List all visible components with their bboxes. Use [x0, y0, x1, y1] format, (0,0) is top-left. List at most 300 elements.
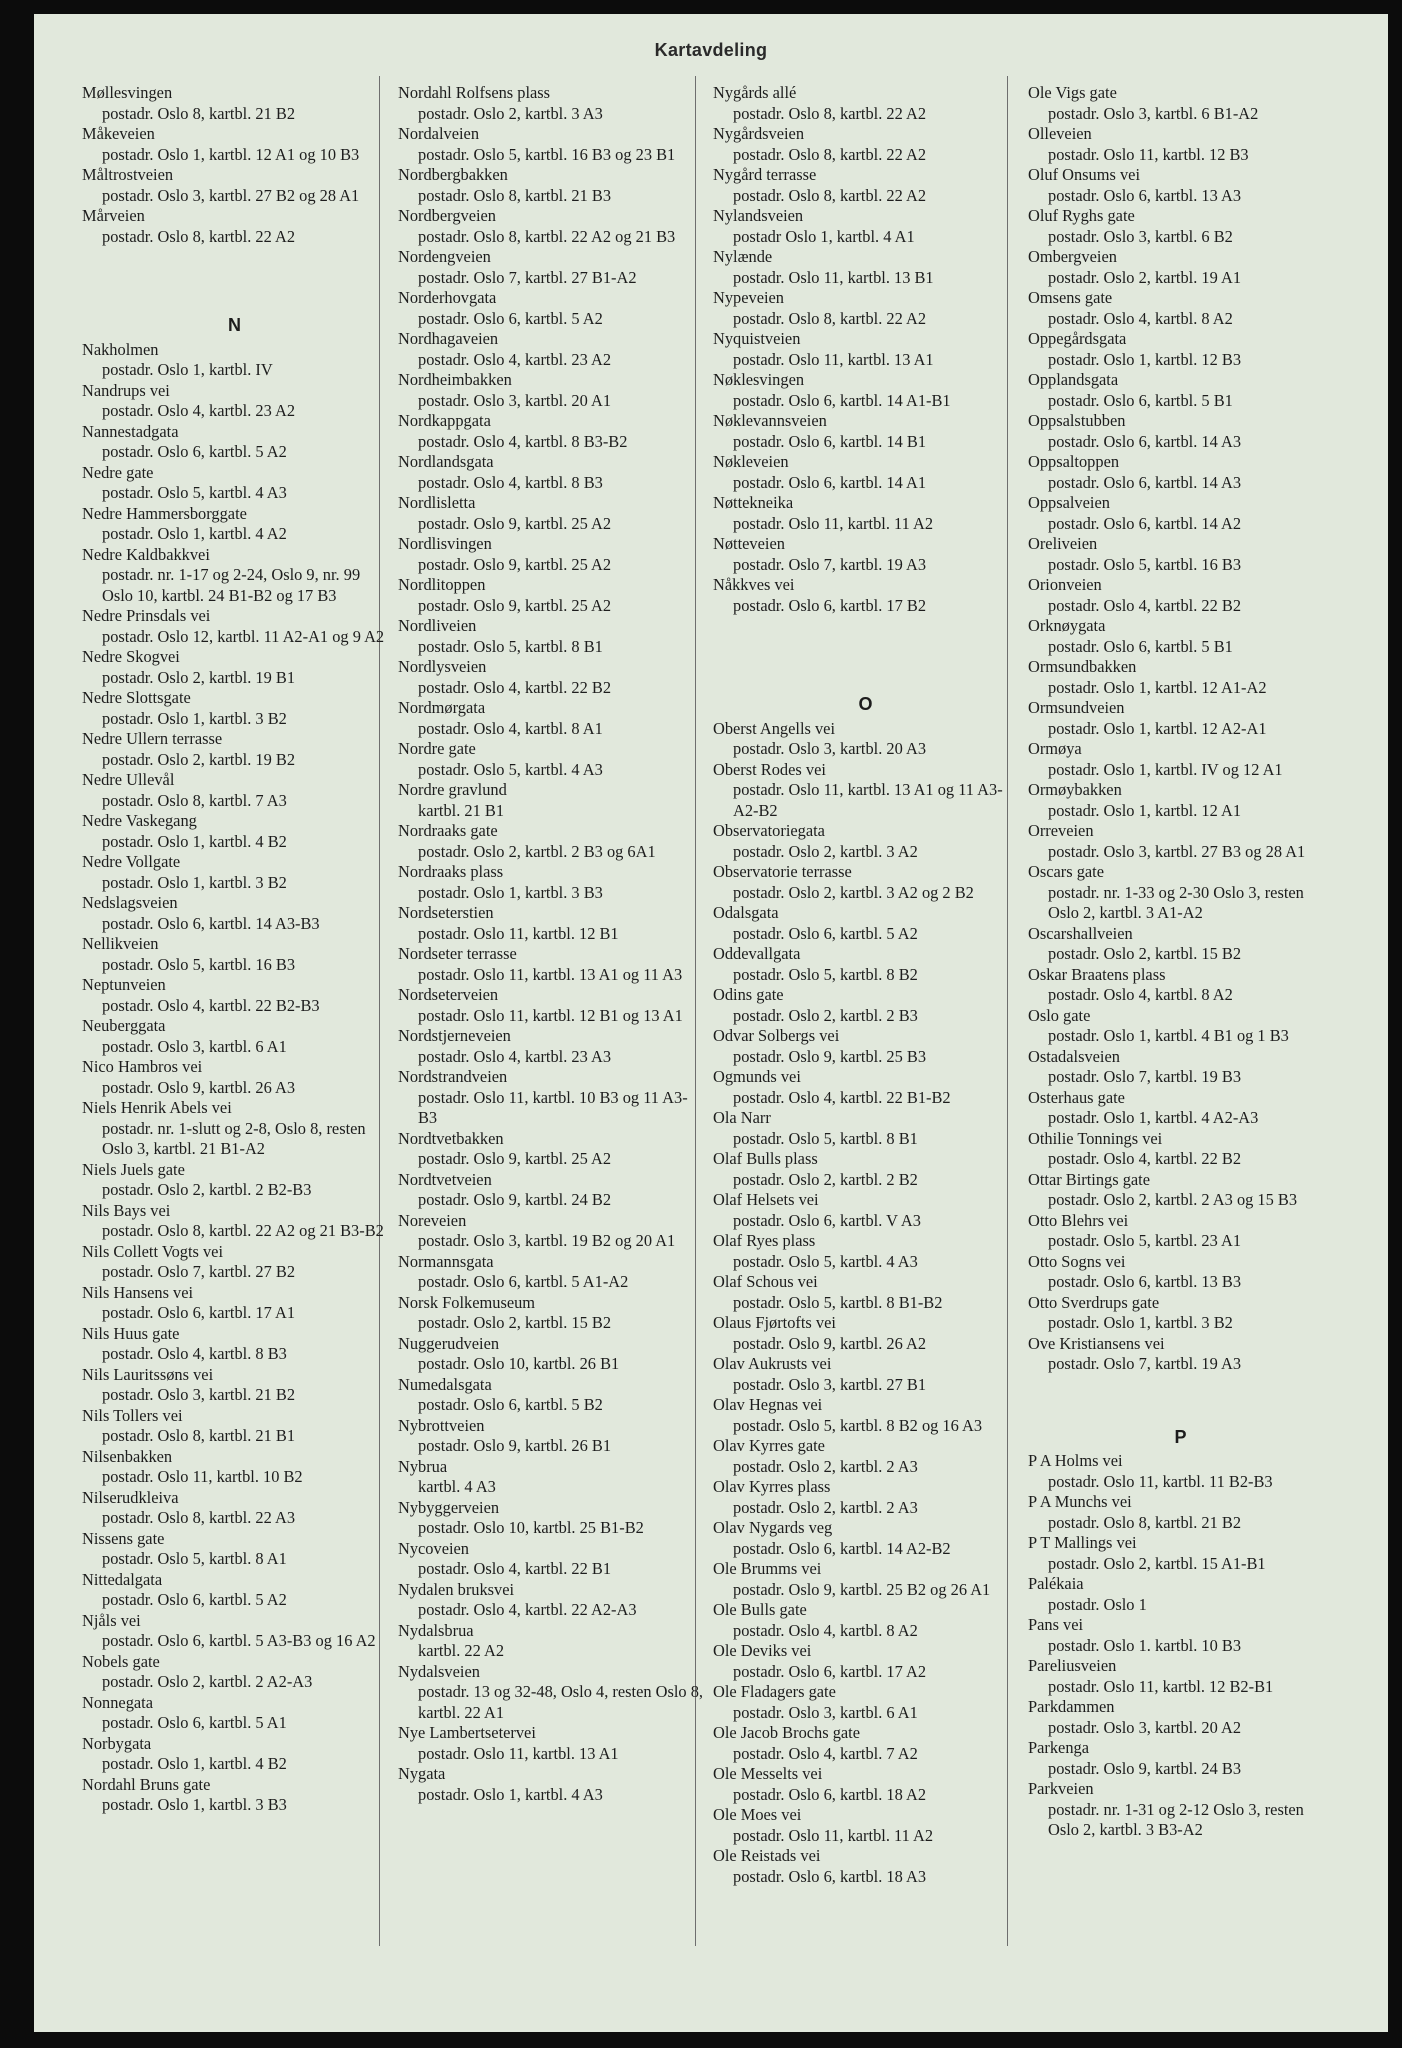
- section-letter: N: [228, 315, 241, 335]
- street-detail: postadr. Oslo 4, kartbl. 8 A1: [418, 718, 603, 738]
- street-name: Olav Hegnas vei: [713, 1395, 823, 1414]
- street-entry: [398, 1580, 703, 1621]
- street-name: Nybrottveien: [398, 1415, 485, 1435]
- street-detail: postadr. Oslo 8, kartbl. 7 A3: [102, 790, 287, 810]
- street-name: Nåkkves vei: [713, 575, 795, 594]
- street-entry: [82, 1057, 387, 1098]
- street-detail: postadr. Oslo 6, kartbl. 14 A2: [1048, 513, 1242, 533]
- street-entry: [398, 1129, 703, 1170]
- street-entry: [82, 1488, 387, 1529]
- street-entry: [713, 370, 1018, 411]
- street-name: Nordseterveien: [398, 985, 499, 1004]
- street-name: Nyquistveien: [713, 329, 801, 348]
- street-entry: [1028, 1615, 1333, 1656]
- street-name: Nordengveien: [398, 247, 491, 266]
- street-name: Nordseter terrasse: [398, 944, 517, 963]
- street-name: Mårveien: [82, 206, 145, 225]
- street-entry: [82, 811, 387, 852]
- street-name: Parkenga: [1028, 1738, 1089, 1757]
- street-name: Othilie Tonnings vei: [1028, 1128, 1163, 1148]
- street-name: Nonnegata: [82, 1692, 153, 1712]
- street-name: Nils Hansens vei: [82, 1282, 194, 1302]
- street-name: Pans vei: [1028, 1615, 1084, 1634]
- street-entry: [398, 1764, 703, 1805]
- street-entry: [713, 247, 1018, 288]
- street-detail: postadr. Oslo 2, kartbl. 2 B3: [733, 1005, 918, 1025]
- street-name: Nils Collett Vogts vei: [82, 1241, 224, 1261]
- street-detail: postadr. Oslo 4, kartbl. 22 B2: [418, 677, 612, 697]
- street-entry: [398, 452, 703, 493]
- street-detail: postadr. Oslo 1, kartbl. 3 B2: [102, 708, 287, 728]
- street-detail: postadr. Oslo 8, kartbl. 21 B2: [1048, 1512, 1242, 1532]
- street-detail: postadr. Oslo 2, kartbl. 15 A1-B1: [1048, 1553, 1266, 1573]
- street-entry: [82, 688, 387, 729]
- street-detail: postadr. Oslo 4, kartbl. 22 B1: [418, 1559, 612, 1578]
- street-name: Olleveien: [1028, 124, 1092, 143]
- street-detail: postadr. Oslo 4, kartbl. 22 A2-A3: [418, 1600, 637, 1619]
- street-detail: postadr. Oslo 4, kartbl. 23 A3: [418, 1046, 612, 1066]
- street-name: Olaf Schous vei: [713, 1272, 818, 1291]
- street-entry: [1028, 657, 1333, 698]
- street-entry: [82, 381, 387, 422]
- street-detail: postadr. Oslo 7, kartbl. 19 A3: [1048, 1354, 1242, 1373]
- street-detail: postadr. Oslo 6, kartbl. 17 A2: [733, 1661, 927, 1681]
- street-detail: postadr. Oslo 1, kartbl. 4 B2: [102, 1754, 287, 1773]
- street-detail: postadr. Oslo 6, kartbl. 5 A1-A2: [418, 1272, 629, 1291]
- street-name: Nordstjerneveien: [398, 1026, 511, 1045]
- street-name: Ole Vigs gate: [1028, 83, 1117, 102]
- street-detail: postadr. Oslo 8, kartbl. 22 A2: [733, 103, 927, 123]
- street-detail: postadr. Oslo 5, kartbl. 8 A1: [102, 1549, 287, 1568]
- street-entry: [398, 862, 703, 903]
- street-entry: [82, 1570, 387, 1611]
- street-entry: [1028, 452, 1333, 493]
- street-entry: [1028, 329, 1333, 370]
- street-detail: postadr. Oslo 2, kartbl. 2 B2: [733, 1169, 918, 1189]
- street-name: Nøklevannsveien: [713, 411, 827, 430]
- street-name: Nico Hambros vei: [82, 1057, 203, 1076]
- street-detail: postadr. Oslo 6, kartbl. 5 A1: [102, 1713, 287, 1732]
- street-name: Palékaia: [1028, 1574, 1084, 1593]
- street-entry: [398, 1539, 703, 1580]
- street-detail: postadr. Oslo 1, kartbl. 4 B2: [102, 831, 287, 851]
- street-entry: [82, 1652, 387, 1693]
- street-entry: [82, 545, 387, 607]
- street-detail: postadr. Oslo 9, kartbl. 25 A2: [418, 1149, 612, 1168]
- street-detail: postadr. Oslo 4, kartbl. 8 A2: [1048, 985, 1233, 1004]
- street-entry: [1028, 1779, 1333, 1841]
- street-detail: postadr. Oslo 1, kartbl. 4 B1 og 1 B3: [1048, 1026, 1289, 1045]
- street-name: Normannsgata: [398, 1251, 494, 1271]
- street-name: Nøkleveien: [713, 452, 789, 471]
- street-entry: [398, 1723, 703, 1764]
- street-detail: postadr. Oslo 11, kartbl. 12 B3: [1048, 144, 1249, 164]
- street-entry: [713, 1436, 1018, 1477]
- street-name: Ole Messelts vei: [713, 1764, 823, 1783]
- street-entry: [713, 1272, 1018, 1313]
- street-name: Nordalveien: [398, 124, 480, 143]
- street-detail: postadr. Oslo 6, kartbl. 17 A1: [102, 1303, 296, 1322]
- street-entry: [1028, 1129, 1333, 1170]
- street-name: Nittedalgata: [82, 1569, 163, 1589]
- street-entry: [713, 985, 1018, 1026]
- street-name: Nakholmen: [82, 339, 159, 359]
- street-name: Nils Tollers vei: [82, 1405, 183, 1425]
- street-entry: [1028, 1451, 1333, 1492]
- street-name: Nordmørgata: [398, 698, 486, 717]
- street-entry: [1028, 1533, 1333, 1574]
- street-detail: postadr. Oslo 3, kartbl. 27 B3 og 28 A1: [1048, 841, 1306, 861]
- street-entry: [82, 165, 387, 206]
- street-entry: [713, 1354, 1018, 1395]
- street-name: Ole Deviks vei: [713, 1641, 812, 1660]
- street-name: Norsk Folkemuseum: [398, 1292, 536, 1312]
- street-name: Nøttekneika: [713, 493, 794, 512]
- street-entry: [398, 1621, 703, 1662]
- street-detail: postadr. Oslo 2, kartbl. 2 B3 og 6A1: [418, 841, 656, 861]
- street-entry: [398, 206, 703, 247]
- street-name: Odalsgata: [713, 903, 779, 922]
- street-name: Nordlandsgata: [398, 452, 494, 471]
- street-detail: postadr. Oslo 2, kartbl. 2 A3 og 15 B3: [1048, 1190, 1298, 1209]
- street-entry: [82, 1242, 387, 1283]
- street-name: Oscars gate: [1028, 862, 1104, 881]
- street-entry: [713, 760, 1018, 822]
- street-name: Nannestadgata: [82, 421, 179, 441]
- street-name: Nedre gate: [82, 462, 154, 482]
- street-detail: postadr. Oslo 6, kartbl. 14 A3-B3: [102, 913, 320, 933]
- street-entry: [82, 463, 387, 504]
- street-entry: [398, 1252, 703, 1293]
- street-entry: [1028, 370, 1333, 411]
- street-name: Nye Lambertsetervei: [398, 1723, 536, 1742]
- street-entry: [398, 247, 703, 288]
- street-entry: [1028, 1252, 1333, 1293]
- street-detail: postadr. Oslo 6, kartbl. V A3: [733, 1210, 921, 1230]
- street-detail: postadr. Oslo 11, kartbl. 11 B2-B3: [1048, 1471, 1273, 1491]
- street-entry: [398, 985, 703, 1026]
- street-name: Ormøya: [1028, 739, 1082, 758]
- street-name: Oppegårdsgata: [1028, 329, 1127, 348]
- street-detail: postadr. Oslo 1, kartbl. 3 B2: [102, 872, 287, 892]
- street-detail: postadr. Oslo 12, kartbl. 11 A2-A1 og 9 A2: [102, 626, 385, 646]
- street-name: Nordliveien: [398, 616, 477, 635]
- street-name: Nils Huus gate: [82, 1323, 180, 1343]
- street-entry: [1028, 698, 1333, 739]
- street-detail: postadr. Oslo 2, kartbl. 19 B1: [102, 667, 296, 687]
- street-name: Ole Jacob Brochs gate: [713, 1723, 861, 1742]
- street-detail: postadr. Oslo 6, kartbl. 5 B1: [1048, 636, 1233, 656]
- street-detail: postadr. Oslo 6, kartbl. 14 A3: [1048, 472, 1242, 492]
- street-entry: [82, 340, 387, 381]
- street-entry: [713, 862, 1018, 903]
- street-entry: [398, 1375, 703, 1416]
- street-name: Nordre gravlund: [398, 780, 507, 799]
- street-detail: postadr. Oslo 8, kartbl. 22 A2: [733, 185, 927, 205]
- street-name: Nils Bays vei: [82, 1200, 171, 1220]
- street-name: Observatoriegata: [713, 821, 825, 840]
- street-name: Nordahl Rolfsens plass: [398, 83, 551, 102]
- street-detail: kartbl. 21 B1: [418, 800, 505, 820]
- street-detail: postadr. Oslo 1, kartbl. 4 A2-A3: [1048, 1108, 1259, 1127]
- street-name: Nordraaks gate: [398, 821, 498, 840]
- street-detail: postadr. Oslo 3, kartbl. 6 B2: [1048, 226, 1233, 246]
- street-detail: postadr. Oslo 11, kartbl. 13 B1: [733, 267, 934, 287]
- street-entry: [713, 1190, 1018, 1231]
- street-entry: [398, 616, 703, 657]
- street-entry: [82, 504, 387, 545]
- street-entry: [713, 1600, 1018, 1641]
- street-detail: postadr. Oslo 6, kartbl. 18 A3: [733, 1866, 927, 1886]
- street-detail: postadr. Oslo 3, kartbl. 20 A2: [1048, 1717, 1242, 1737]
- street-name: Nygata: [398, 1764, 446, 1783]
- street-name: Nedre Ullern terrasse: [82, 729, 223, 748]
- street-entry: [1028, 534, 1333, 575]
- street-name: Nedre Kaldbakkvei: [82, 544, 210, 564]
- street-name: Ostadalsveien: [1028, 1046, 1120, 1066]
- street-entry: [713, 1067, 1018, 1108]
- street-detail: postadr. Oslo 5, kartbl. 8 B1-B2: [733, 1292, 943, 1312]
- street-entry: [713, 903, 1018, 944]
- street-name: Numedalsgata: [398, 1374, 492, 1394]
- street-detail: postadr. Oslo 8, kartbl. 22 A2 og 21 B3-B2: [102, 1221, 384, 1240]
- street-entry: [713, 1682, 1018, 1723]
- street-name: Oslo gate: [1028, 1005, 1091, 1025]
- street-detail: postadr. nr. 1-31 og 2-12 Oslo 3, resten Oslo 2, kartbl. 3 B3-A2: [1048, 1799, 1304, 1839]
- street-name: P A Holms vei: [1028, 1451, 1123, 1470]
- street-detail: postadr. Oslo 4, kartbl. 22 B2-B3: [102, 995, 320, 1015]
- street-entry: [713, 124, 1018, 165]
- street-name: Nordlisletta: [398, 493, 476, 512]
- street-entry: [82, 1016, 387, 1057]
- street-name: Nygårds allé: [713, 83, 797, 102]
- street-entry: [1028, 575, 1333, 616]
- street-entry: [82, 1324, 387, 1365]
- street-name: Nils Lauritssøns vei: [82, 1364, 214, 1384]
- street-detail: postadr. Oslo 1, kartbl. IV: [102, 360, 273, 379]
- street-detail: postadr. Oslo 6, kartbl. 14 A1: [733, 472, 927, 492]
- street-detail: postadr. Oslo 1, kartbl. 12 A1: [1048, 800, 1242, 820]
- street-name: Ove Kristiansens vei: [1028, 1333, 1165, 1353]
- street-name: Nylænde: [713, 247, 773, 266]
- street-entry: [82, 1201, 387, 1242]
- section-letter: O: [858, 694, 873, 714]
- street-detail: postadr. Oslo 6, kartbl. 5 A2: [102, 1590, 287, 1609]
- street-name: Ola Narr: [713, 1108, 771, 1127]
- street-entry: [398, 493, 703, 534]
- street-name: Nordstrandveien: [398, 1067, 508, 1086]
- street-detail: postadr. Oslo 8, kartbl. 22 A2: [733, 308, 927, 328]
- street-detail: postadr. Oslo 3, kartbl. 20 A3: [733, 739, 927, 758]
- street-name: Ombergveien: [1028, 247, 1117, 266]
- street-detail: postadr. Oslo 4, kartbl. 8 B3-B2: [418, 431, 628, 451]
- street-entry: [82, 206, 387, 247]
- street-name: Oskar Braatens plass: [1028, 964, 1166, 984]
- street-name: Nordseterstien: [398, 903, 494, 922]
- index-column-2: [398, 83, 703, 1805]
- street-detail: postadr. Oslo 6, kartbl. 5 A3-B3 og 16 A2: [102, 1631, 376, 1650]
- street-name: Nordtvetveien: [398, 1169, 492, 1189]
- street-detail: kartbl. 4 A3: [418, 1477, 496, 1496]
- street-detail: postadr. Oslo 3, kartbl. 27 B2 og 28 A1: [102, 185, 360, 205]
- street-entry: [1028, 1656, 1333, 1697]
- street-detail: postadr. Oslo 1, kartbl. 4 A2: [102, 524, 287, 543]
- street-detail: postadr. Oslo 9, kartbl. 25 A2: [418, 595, 612, 615]
- street-name: Olav Nygards veg: [713, 1518, 833, 1537]
- street-entry: [398, 1211, 703, 1252]
- street-detail: postadr. Oslo 6, kartbl. 5 A2: [418, 308, 603, 328]
- street-name: Nydalsbrua: [398, 1620, 474, 1640]
- street-name: Oppsalveien: [1028, 493, 1110, 512]
- index-column-4: [1028, 83, 1333, 1841]
- street-name: Nordlysveien: [398, 657, 487, 676]
- street-entry: [82, 1529, 387, 1570]
- index-column-3: [713, 83, 1018, 1887]
- street-entry: [82, 1098, 387, 1160]
- street-entry: [398, 1457, 703, 1498]
- street-name: Nilsenbakken: [82, 1446, 173, 1466]
- street-name: Ole Reistads vei: [713, 1846, 821, 1865]
- street-name: Osterhaus gate: [1028, 1087, 1125, 1107]
- street-name: Parkveien: [1028, 1779, 1094, 1798]
- street-entry: [82, 422, 387, 463]
- street-detail: postadr. Oslo 1, kartbl. IV og 12 A1: [1048, 759, 1283, 779]
- street-detail: postadr. Oslo 4, kartbl. 8 B3: [102, 1344, 287, 1363]
- street-detail: postadr. Oslo 5, kartbl. 4 A3: [102, 483, 287, 502]
- street-entry: [82, 1406, 387, 1447]
- street-entry: [82, 124, 387, 165]
- street-entry: [1028, 739, 1333, 780]
- street-name: Ormsundbakken: [1028, 657, 1137, 676]
- street-name: Odvar Solbergs vei: [713, 1026, 840, 1045]
- street-name: Nordtvetbakken: [398, 1128, 504, 1148]
- street-entry: [713, 575, 1018, 616]
- street-detail: postadr. Oslo 4, kartbl. 8 A2: [1048, 308, 1233, 328]
- street-detail: postadr. Oslo 11, kartbl. 12 B2-B1: [1048, 1676, 1274, 1696]
- street-name: Nedre Vaskegang: [82, 811, 197, 830]
- street-entry: [1028, 924, 1333, 965]
- street-name: Nellikveien: [82, 934, 159, 953]
- street-entry: [82, 1693, 387, 1734]
- street-name: Nedre Prinsdals vei: [82, 606, 211, 625]
- street-entry: [1028, 1334, 1333, 1375]
- street-entry: [713, 1518, 1018, 1559]
- street-detail: postadr. Oslo 5, kartbl. 4 A3: [418, 759, 603, 779]
- street-detail: postadr. Oslo 9, kartbl. 26 B1: [418, 1436, 612, 1455]
- street-entry: [713, 944, 1018, 985]
- street-name: Nilserudkleiva: [82, 1487, 179, 1507]
- street-entry: [1028, 1574, 1333, 1615]
- street-detail: postadr. Oslo 9, kartbl. 24 B3: [1048, 1758, 1242, 1778]
- street-detail: postadr. Oslo 10, kartbl. 26 B1: [418, 1354, 620, 1373]
- index-column-1: [82, 83, 387, 1816]
- street-name: Observatorie terrasse: [713, 862, 852, 881]
- street-name: Olaf Helsets vei: [713, 1190, 819, 1209]
- street-detail: postadr. Oslo 11, kartbl. 11 A2: [733, 513, 934, 533]
- street-entry: [398, 1026, 703, 1067]
- street-entry: [398, 739, 703, 780]
- street-detail: postadr. Oslo 5, kartbl. 8 B2 og 16 A3: [733, 1415, 983, 1435]
- street-detail: postadr. nr. 1-slutt og 2-8, Oslo 8, resten Oslo 3, kartbl. 21 B1-A2: [102, 1118, 366, 1158]
- page: [34, 14, 1388, 2032]
- street-name: Pareliusveien: [1028, 1656, 1117, 1675]
- street-name: Nissens gate: [82, 1528, 165, 1548]
- street-detail: postadr. Oslo 3, kartbl. 6 A1: [102, 1036, 287, 1056]
- street-name: Nordre gate: [398, 739, 476, 758]
- street-name: Nydalsveien: [398, 1661, 480, 1681]
- street-detail: postadr. Oslo 6, kartbl. 5 A2: [733, 923, 918, 943]
- street-entry: [713, 206, 1018, 247]
- street-entry: [1028, 965, 1333, 1006]
- street-name: Ormøybakken: [1028, 780, 1122, 799]
- street-detail: postadr. Oslo 6, kartbl. 14 B1: [733, 431, 927, 451]
- street-detail: postadr. Oslo 9, kartbl. 26 A2: [733, 1333, 927, 1353]
- street-name: Nedre Vollgate: [82, 852, 181, 871]
- street-name: Måltrostveien: [82, 165, 174, 184]
- street-detail: postadr. Oslo 5, kartbl. 16 B3 og 23 B1: [418, 144, 676, 164]
- street-name: Nycoveien: [398, 1538, 469, 1558]
- street-detail: postadr. Oslo 3, kartbl. 6 B1-A2: [1048, 103, 1259, 123]
- street-detail: postadr. Oslo 9, kartbl. 25 B3: [733, 1046, 927, 1066]
- street-entry: [1028, 862, 1333, 924]
- street-entry: [398, 411, 703, 452]
- street-detail: postadr. Oslo 1, kartbl. 4 A3: [418, 1784, 603, 1804]
- street-name: Oluf Ryghs gate: [1028, 206, 1135, 225]
- street-detail: postadr. Oslo 1, kartbl. 12 B3: [1048, 349, 1242, 369]
- street-detail: postadr. Oslo 11, kartbl. 13 A1 og 11 A3: [418, 964, 683, 984]
- street-name: Nordraaks plass: [398, 862, 504, 881]
- street-detail: postadr. Oslo 5, kartbl. 4 A3: [733, 1251, 918, 1271]
- street-entry: [1028, 83, 1333, 124]
- street-detail: postadr. Oslo 1: [1048, 1594, 1147, 1614]
- street-detail: postadr. Oslo 5, kartbl. 8 B1: [733, 1128, 918, 1148]
- street-entry: [1028, 411, 1333, 452]
- street-entry: [713, 1641, 1018, 1682]
- street-name: Nedre Ullevål: [82, 770, 175, 789]
- street-name: Olav Aukrusts vei: [713, 1354, 832, 1373]
- street-name: Odins gate: [713, 985, 784, 1004]
- street-name: Norbygata: [82, 1733, 152, 1753]
- street-entry: [1028, 780, 1333, 821]
- street-entry: [1028, 1492, 1333, 1533]
- street-entry: [713, 1108, 1018, 1149]
- street-entry: [713, 1805, 1018, 1846]
- street-detail: postadr. Oslo 2, kartbl. 2 A3: [733, 1497, 918, 1517]
- street-entry: [398, 329, 703, 370]
- street-detail: postadr. Oslo 6, kartbl. 13 B3: [1048, 1272, 1242, 1291]
- street-entry: [82, 606, 387, 647]
- street-entry: [1028, 124, 1333, 165]
- street-detail: postadr. Oslo 4, kartbl. 7 A2: [733, 1743, 918, 1763]
- street-entry: [713, 329, 1018, 370]
- street-name: Ole Brumms vei: [713, 1559, 822, 1578]
- street-detail: postadr. Oslo 8, kartbl. 22 A3: [102, 1508, 296, 1527]
- street-detail: postadr. Oslo 1. kartbl. 10 B3: [1048, 1635, 1242, 1655]
- street-entry: [713, 1846, 1018, 1887]
- street-detail: postadr. Oslo 9, kartbl. 25 B2 og 26 A1: [733, 1579, 991, 1599]
- street-name: Ogmunds vei: [713, 1067, 801, 1086]
- street-detail: postadr. Oslo 2, kartbl. 19 A1: [1048, 267, 1242, 287]
- street-detail: postadr. nr. 1-33 og 2-30 Oslo 3, resten Oslo 2, kartbl. 3 A1-A2: [1048, 882, 1304, 922]
- street-name: Olav Kyrres gate: [713, 1436, 825, 1455]
- street-detail: postadr. Oslo 2, kartbl. 2 A2-A3: [102, 1672, 313, 1691]
- street-entry: [1028, 1088, 1333, 1129]
- street-name: Oppsalstubben: [1028, 411, 1126, 430]
- street-detail: postadr. Oslo 3, kartbl. 20 A1: [418, 390, 612, 410]
- street-entry: [713, 1559, 1018, 1600]
- street-entry: [1028, 821, 1333, 862]
- street-entry: [713, 1231, 1018, 1272]
